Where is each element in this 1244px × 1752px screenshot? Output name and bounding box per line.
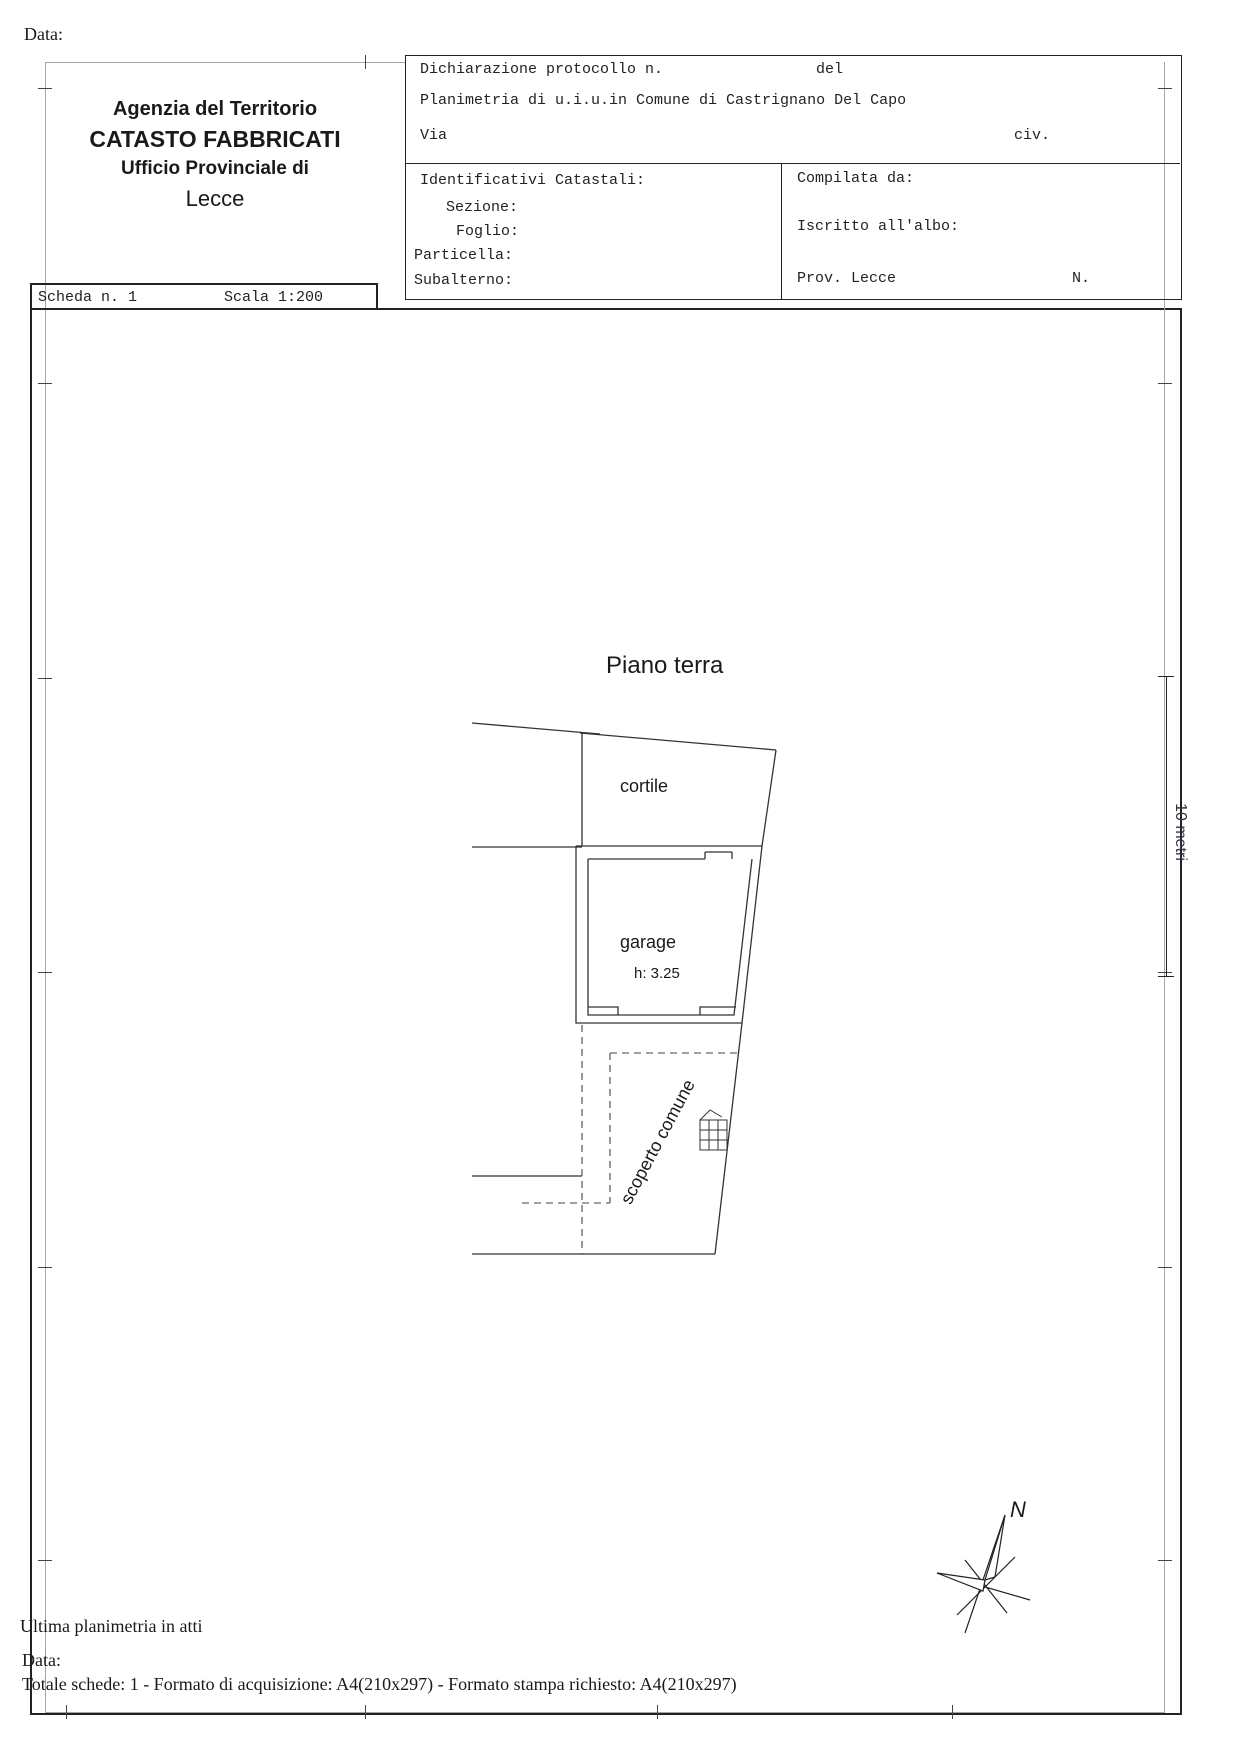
plan-line bbox=[762, 750, 776, 846]
planimetria-line: Planimetria di u.i.u.in Comune di Castrignano Del Capo bbox=[420, 92, 907, 109]
header-col-divider bbox=[781, 163, 782, 299]
guide-line-top bbox=[45, 62, 405, 63]
frame-tick bbox=[38, 678, 52, 679]
scale-bar-tick bbox=[1158, 676, 1174, 677]
room-label-scoperto: scoperto comune bbox=[616, 1076, 699, 1208]
particella-label: Particella: bbox=[414, 247, 514, 264]
agency-block bbox=[60, 95, 370, 215]
header-table bbox=[405, 55, 1182, 300]
frame-tick bbox=[952, 1705, 953, 1719]
scale-bar-label: 10 metri bbox=[1172, 803, 1189, 861]
frame-tick bbox=[38, 88, 52, 89]
garage-height: h: 3.25 bbox=[634, 965, 680, 982]
room-label-garage: garage bbox=[620, 932, 677, 952]
frame-tick bbox=[1158, 972, 1172, 973]
scheda-box bbox=[30, 283, 378, 310]
frame-tick bbox=[66, 1705, 67, 1719]
protocol-del: del bbox=[816, 61, 844, 78]
frame-tick bbox=[1158, 1560, 1172, 1561]
footer-ultima: Ultima planimetria in atti bbox=[20, 1616, 203, 1636]
frame-tick bbox=[365, 1705, 366, 1719]
scheda-label: Scheda n. 1 bbox=[38, 289, 138, 306]
frame-tick bbox=[1158, 383, 1172, 384]
frame-tick bbox=[1158, 1267, 1172, 1268]
n-label: N. bbox=[1072, 270, 1091, 287]
floor-title: Piano terra bbox=[606, 652, 724, 679]
via-label: Via bbox=[420, 127, 448, 144]
stair-symbol bbox=[700, 1110, 722, 1120]
garage-pier bbox=[700, 1007, 736, 1015]
identificativi-label: Identificativi Catastali: bbox=[420, 172, 646, 189]
guide-line-right bbox=[1164, 62, 1165, 1712]
foglio-label: Foglio: bbox=[456, 223, 520, 240]
prov-label: Prov. Lecce bbox=[797, 270, 897, 287]
subalterno-label: Subalterno: bbox=[414, 272, 514, 289]
frame-tick bbox=[38, 1560, 52, 1561]
guide-line-bottom bbox=[45, 1712, 1165, 1713]
footer-totale: Totale schede: 1 - Formato di acquisizione: A4(210x297) - Formato stampa richiesto: A4(210x297) bbox=[22, 1674, 737, 1694]
compilata-label: Compilata da: bbox=[797, 170, 915, 187]
plan-line bbox=[472, 723, 600, 734]
stair-symbol bbox=[700, 1120, 727, 1150]
north-arrow-icon bbox=[935, 1505, 1035, 1635]
scale-bar-tick bbox=[1158, 976, 1174, 977]
scale-bar bbox=[1166, 676, 1167, 976]
frame-tick bbox=[38, 972, 52, 973]
footer-data-label: Data: bbox=[22, 1650, 61, 1670]
garage-pier bbox=[588, 1007, 618, 1015]
scala-label: Scala 1:200 bbox=[224, 289, 324, 306]
sezione-label: Sezione: bbox=[446, 199, 519, 216]
frame-tick bbox=[38, 1267, 52, 1268]
header-divider bbox=[406, 163, 1180, 164]
plan-line bbox=[715, 1023, 742, 1254]
plan-line bbox=[580, 733, 776, 750]
data-label-top: Data: bbox=[24, 24, 63, 44]
agency-ufficio: Ufficio Provinciale di bbox=[121, 158, 309, 179]
frame-tick bbox=[38, 383, 52, 384]
agency-name: Agenzia del Territorio bbox=[112, 98, 318, 120]
civ-label: civ. bbox=[1014, 127, 1051, 144]
frame-tick bbox=[365, 55, 366, 69]
north-label: N bbox=[1010, 1497, 1026, 1522]
iscritto-label: Iscritto all'albo: bbox=[797, 218, 960, 235]
room-label-cortile: cortile bbox=[620, 776, 669, 796]
agency-city: Lecce bbox=[185, 186, 245, 211]
protocol-label: Dichiarazione protocollo n. bbox=[420, 61, 664, 78]
frame-tick bbox=[657, 1705, 658, 1719]
agency-catasto: CATASTO FABBRICATI bbox=[89, 126, 341, 152]
